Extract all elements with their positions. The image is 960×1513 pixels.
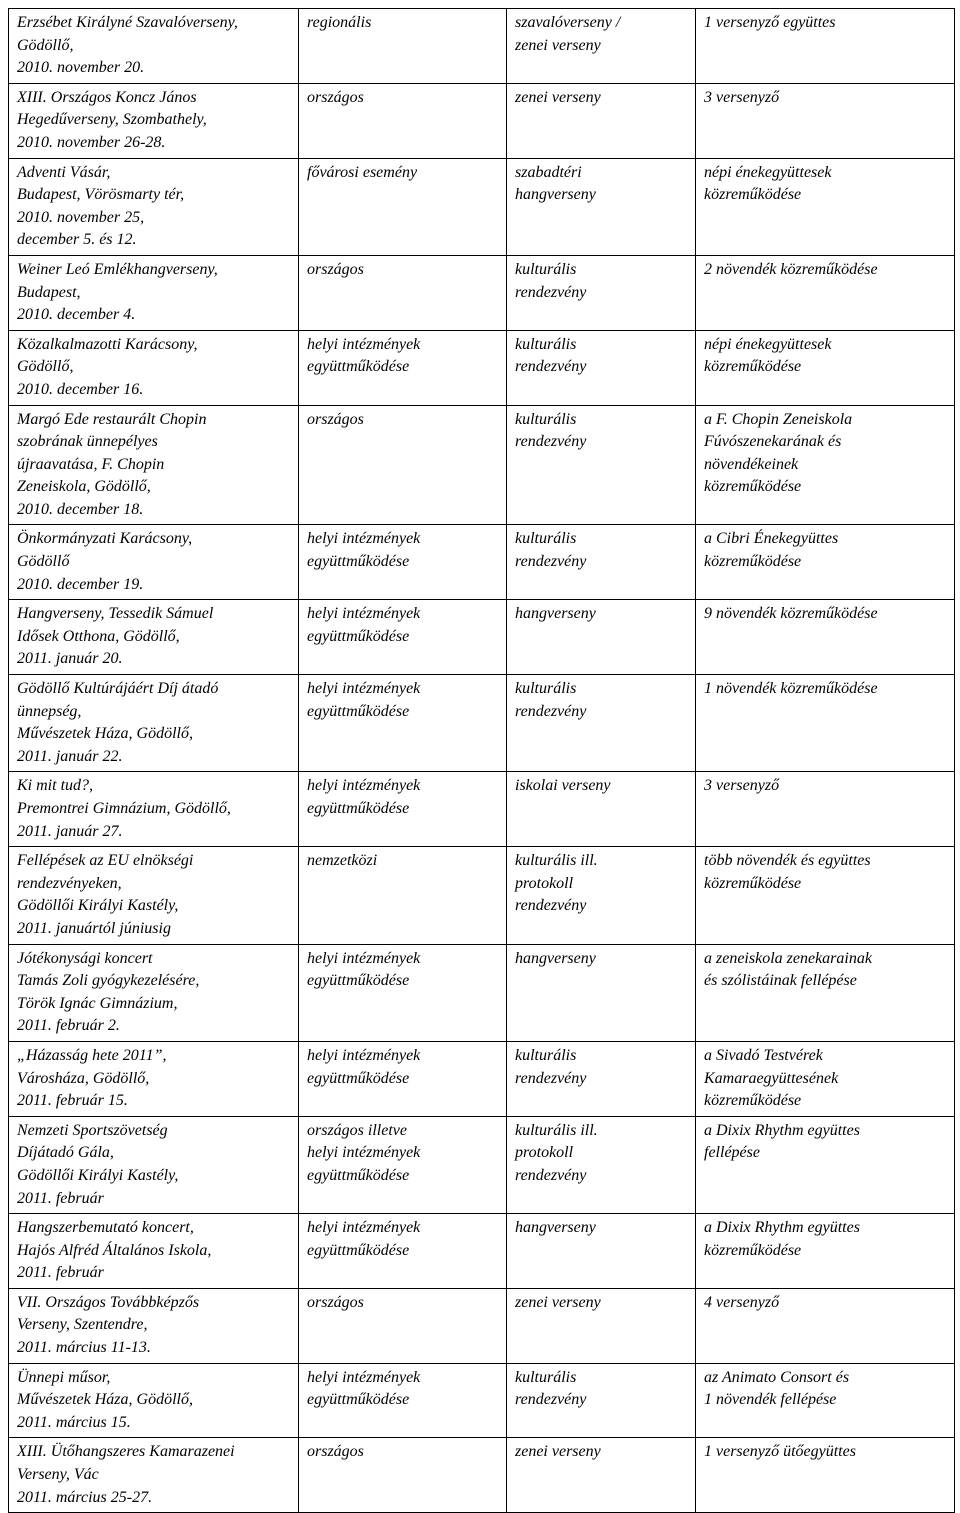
participation-cell: 9 növendék közreműködése [696,600,955,675]
participation-cell: 1 versenyző ütőegyüttes [696,1438,955,1513]
event-cell [9,405,299,525]
level-cell: országos [299,1288,507,1363]
level-cell: helyi intézmények együttműködése [299,525,507,600]
table-row [9,1041,955,1116]
participation-cell: 2 növendék közreműködése [696,255,955,330]
table-row [9,255,955,330]
participation-cell: a Cibri Énekegyüttes közreműködése [696,525,955,600]
type-cell: kulturális rendezvény [507,330,696,405]
event-title: Erzsébet Királyné Szavalóverseny, Gödöllő, [17,14,238,54]
level-cell: helyi intézmények együttműködése [299,600,507,675]
events-table [8,8,955,1513]
level-cell: regionális [299,9,507,84]
participation-cell: népi énekegyüttesek közreműködése [696,330,955,405]
event-date: 2011. januártól júniusig [17,919,171,937]
event-date: 2010. november 20. [17,59,145,77]
table-row [9,944,955,1041]
event-date: 2011. január 27. [17,822,123,840]
level-cell: helyi intézmények együttműködése [299,1214,507,1289]
event-cell [9,255,299,330]
type-cell: kulturális rendezvény [507,255,696,330]
event-cell [9,1116,299,1213]
event-date: 2010. november 25, december 5. és 12. [17,208,145,249]
participation-cell: 4 versenyző [696,1288,955,1363]
level-cell: fővárosi esemény [299,158,507,255]
event-cell [9,772,299,847]
event-title: Önkormányzati Karácsony, Gödöllő [17,530,193,571]
events-table-body [9,9,955,1513]
table-row [9,772,955,847]
participation-cell: 1 versenyző együttes [696,9,955,84]
table-row [9,83,955,158]
type-cell: szabadtéri hangverseny [507,158,696,255]
event-title: XIII. Országos Koncz János Hegedűverseny, Szombathely, [17,88,207,129]
event-title: Ki mit tud?, Premontrei Gimnázium, Gödöllő, [17,777,231,817]
event-title: Fellépések az EU elnökségi rendezvényeken, Gödöllői Királyi Kastély, [17,852,194,915]
event-date: 2010. december 18. [17,500,144,518]
participation-cell: a zeneiskola zenekarainak és szólistáinak fellépése [696,944,955,1041]
table-row [9,405,955,525]
type-cell: iskolai verseny [507,772,696,847]
type-cell: hangverseny [507,944,696,1041]
event-cell [9,9,299,84]
event-title: „Házasság hete 2011”, Városháza, Gödöllő, [17,1046,167,1087]
level-cell: helyi intézmények együttműködése [299,675,507,772]
event-cell [9,1041,299,1116]
event-date: 2011. január 20. [17,650,123,668]
event-date: 2011. január 22. [17,747,123,765]
table-row [9,1438,955,1513]
type-cell: kulturális rendezvény [507,405,696,525]
participation-cell: 3 versenyző [696,772,955,847]
type-cell: kulturális rendezvény [507,1041,696,1116]
participation-cell: népi énekegyüttesek közreműködése [696,158,955,255]
event-date: 2011. február 2. [17,1017,120,1035]
table-row [9,158,955,255]
type-cell: kulturális ill. protokoll rendezvény [507,1116,696,1213]
event-title: Nemzeti Sportszövetség Díjátadó Gála, Gödöllői Királyi Kastély, [17,1121,179,1184]
level-cell: helyi intézmények együttműködése [299,1363,507,1438]
level-cell: országos [299,255,507,330]
event-date: 2011. március 15. [17,1413,131,1431]
event-cell [9,1214,299,1289]
table-row [9,1288,955,1363]
table-row [9,847,955,944]
level-cell: országos [299,1438,507,1513]
event-title: Jótékonysági koncert Tamás Zoli gyógykezelésére, Török Ignác Gimnázium, [17,949,200,1012]
event-date: 2010. december 4. [17,306,136,324]
event-date: 2010. november 26-28. [17,133,166,151]
event-date: 2011. február [17,1189,104,1207]
type-cell: hangverseny [507,1214,696,1289]
event-title: XIII. Ütőhangszeres Kamarazenei Verseny, Vác [17,1443,235,1484]
event-title: Közalkalmazotti Karácsony, Gödöllő, [17,335,198,376]
level-cell: országos [299,405,507,525]
event-title: Ünnepi műsor, Művészetek Háza, Gödöllő, [17,1368,193,1409]
type-cell: kulturális ill. protokoll rendezvény [507,847,696,944]
event-date: 2010. december 16. [17,380,144,398]
event-title: Weiner Leó Emlékhangverseny, Budapest, [17,260,218,301]
participation-cell: a F. Chopin Zeneiskola Fúvószenekarának és növendékeinek közreműködése [696,405,955,525]
event-title: VII. Országos Továbbképzős Verseny, Szentendre, [17,1293,200,1334]
level-cell: nemzetközi [299,847,507,944]
level-cell: helyi intézmények együttműködése [299,772,507,847]
event-cell [9,158,299,255]
level-cell: helyi intézmények együttműködése [299,944,507,1041]
type-cell: kulturális rendezvény [507,1363,696,1438]
event-cell [9,847,299,944]
event-cell [9,944,299,1041]
participation-cell: 1 növendék közreműködése [696,675,955,772]
participation-cell: a Dixix Rhythm együttes fellépése [696,1116,955,1213]
table-row [9,600,955,675]
event-title: Adventi Vásár, Budapest, Vörösmarty tér, [17,163,185,204]
event-cell [9,600,299,675]
participation-cell: az Animato Consort és 1 növendék fellépése [696,1363,955,1438]
event-title: Hangszerbemutató koncert, Hajós Alfréd Általános Iskola, [17,1219,212,1259]
table-row [9,1214,955,1289]
type-cell: kulturális rendezvény [507,525,696,600]
event-title: Hangverseny, Tessedik Sámuel Idősek Otthona, Gödöllő, [17,605,214,645]
level-cell: országos illetve helyi intézmények együttműködése [299,1116,507,1213]
participation-cell: több növendék és együttes közreműködése [696,847,955,944]
event-date: 2011. február [17,1264,104,1282]
type-cell: kulturális rendezvény [507,675,696,772]
event-cell [9,1288,299,1363]
event-date: 2011. március 11-13. [17,1339,151,1357]
level-cell: helyi intézmények együttműködése [299,330,507,405]
event-cell [9,1438,299,1513]
table-row [9,330,955,405]
event-cell [9,330,299,405]
table-row [9,675,955,772]
level-cell: helyi intézmények együttműködése [299,1041,507,1116]
event-title: Margó Ede restaurált Chopin szobrának ünnepélyes újraavatása, F. Chopin Zeneiskola, Gödöllő, [17,410,207,496]
event-cell [9,675,299,772]
type-cell: zenei verseny [507,1438,696,1513]
event-title: Gödöllő Kultúrájáért Díj átadó ünnepség, Művészetek Háza, Gödöllő, [17,680,219,743]
table-row [9,525,955,600]
table-row [9,1116,955,1213]
event-date: 2011. február 15. [17,1092,128,1110]
participation-cell: a Sivadó Testvérek Kamaraegyüttesének közreműködése [696,1041,955,1116]
type-cell: hangverseny [507,600,696,675]
type-cell: szavalóverseny / zenei verseny [507,9,696,84]
event-date: 2010. december 19. [17,575,144,593]
type-cell: zenei verseny [507,83,696,158]
level-cell: országos [299,83,507,158]
type-cell: zenei verseny [507,1288,696,1363]
participation-cell: 3 versenyző [696,83,955,158]
event-cell [9,83,299,158]
event-cell [9,525,299,600]
table-row [9,9,955,84]
event-date: 2011. március 25-27. [17,1488,153,1506]
participation-cell: a Dixix Rhythm együttes közreműködése [696,1214,955,1289]
